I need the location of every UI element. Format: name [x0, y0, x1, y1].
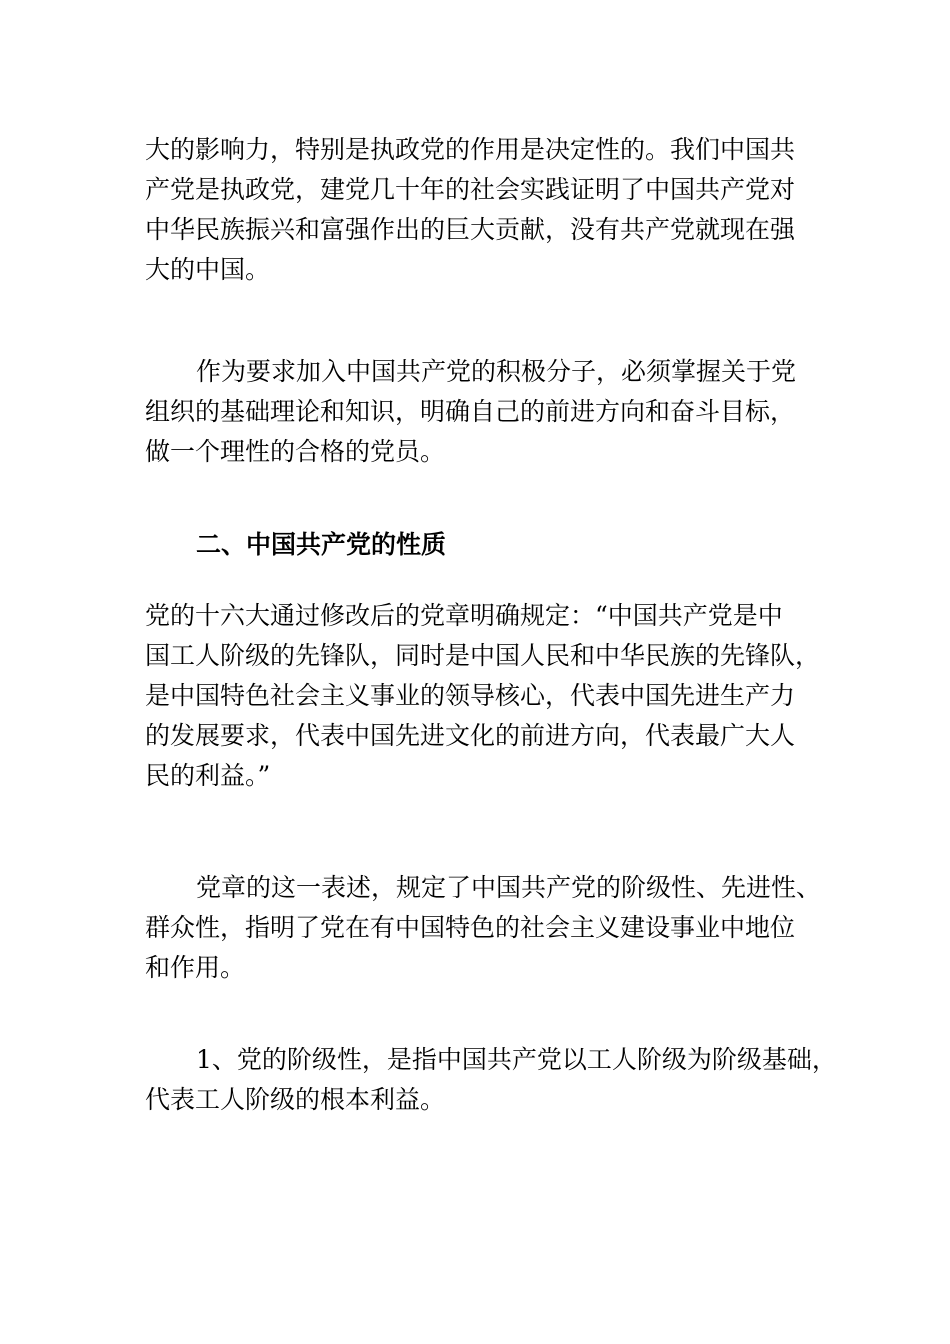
- text-line: 中华民族振兴和富强作出的巨大贡献，没有共产党就现在强: [145, 215, 796, 244]
- text-line: 党的十六大通过修改后的党章明确规定：“中国共产党是中: [145, 601, 783, 630]
- text-line: 代表工人阶级的根本利益。: [145, 1085, 446, 1114]
- section-heading: [145, 525, 815, 565]
- paragraph-party-constitution-quote: [145, 596, 821, 796]
- heading-text: 二、中国共产党的性质: [196, 530, 447, 559]
- paragraph-class-nature: [145, 1040, 837, 1120]
- text-line: 组织的基础理论和知识，明确自己的前进方向和奋斗目标，: [145, 397, 796, 426]
- text-line: 大的中国。: [145, 255, 271, 284]
- text-line: 做一个理性的合格的党员。: [145, 437, 446, 466]
- text-line: 1、党的阶级性，是指中国共产党以工人阶级为阶级基础，: [196, 1045, 837, 1074]
- text-line: 产党是执政党，建党几十年的社会实践证明了中国共产党对: [145, 175, 796, 204]
- text-line: 是中国特色社会主义事业的领导核心，代表中国先进生产力: [145, 681, 796, 710]
- text-line: 和作用。: [145, 953, 246, 982]
- text-line: 国工人阶级的先锋队，同时是中国人民和中华民族的先锋队，: [145, 641, 821, 670]
- text-line: 作为要求加入中国共产党的积极分子，必须掌握关于党: [196, 357, 797, 386]
- text-line: 的发展要求，代表中国先进文化的前进方向，代表最广大人: [145, 721, 796, 750]
- paragraph-constitution-statement: [145, 868, 822, 988]
- text-line: 党章的这一表述，规定了中国共产党的阶级性、先进性、: [196, 873, 822, 902]
- paragraph-activist-requirements: [145, 352, 815, 472]
- paragraph-party-influence: [145, 130, 815, 290]
- text-line: 群众性，指明了党在有中国特色的社会主义建设事业中地位: [145, 913, 796, 942]
- text-line: 民的利益。”: [145, 761, 271, 790]
- text-line: 大的影响力，特别是执政党的作用是决定性的。我们中国共: [145, 135, 796, 164]
